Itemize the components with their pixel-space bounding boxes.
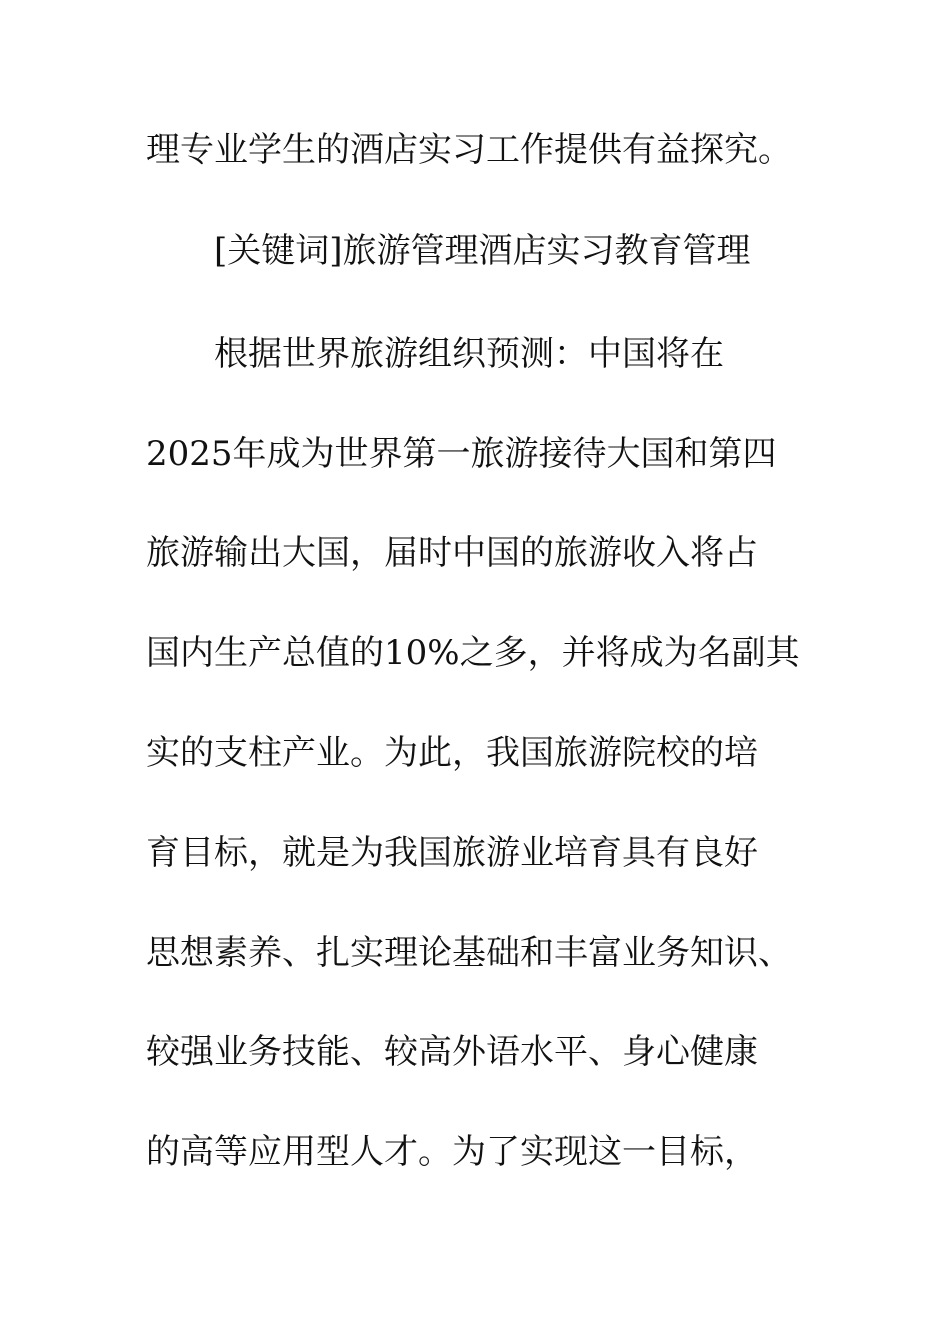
text-line-9: 思想素养、扎实理论基础和丰富业务知识、 <box>146 933 792 973</box>
text-line-1: 理专业学生的酒店实习工作提供有益探究。 <box>146 130 792 170</box>
text-line-8: 育目标，就是为我国旅游业培育具有良好 <box>146 833 758 873</box>
text-line-10: 较强业务技能、较高外语水平、身心健康 <box>146 1032 758 1072</box>
text-line-11: 的高等应用型人才。为了实现这一目标， <box>146 1132 758 1172</box>
text-line-6: 国内生产总值的10%之多，并将成为名副其 <box>146 633 800 673</box>
paragraph-start-line: 根据世界旅游组织预测：中国将在 <box>214 334 724 374</box>
text-line-5: 旅游输出大国，届时中国的旅游收入将占 <box>146 533 758 573</box>
text-line-7: 实的支柱产业。为此，我国旅游院校的培 <box>146 733 758 773</box>
text-line-4: 2025年成为世界第一旅游接待大国和第四 <box>146 434 777 474</box>
keywords-line: [关键词]旅游管理酒店实习教育管理 <box>214 231 751 271</box>
